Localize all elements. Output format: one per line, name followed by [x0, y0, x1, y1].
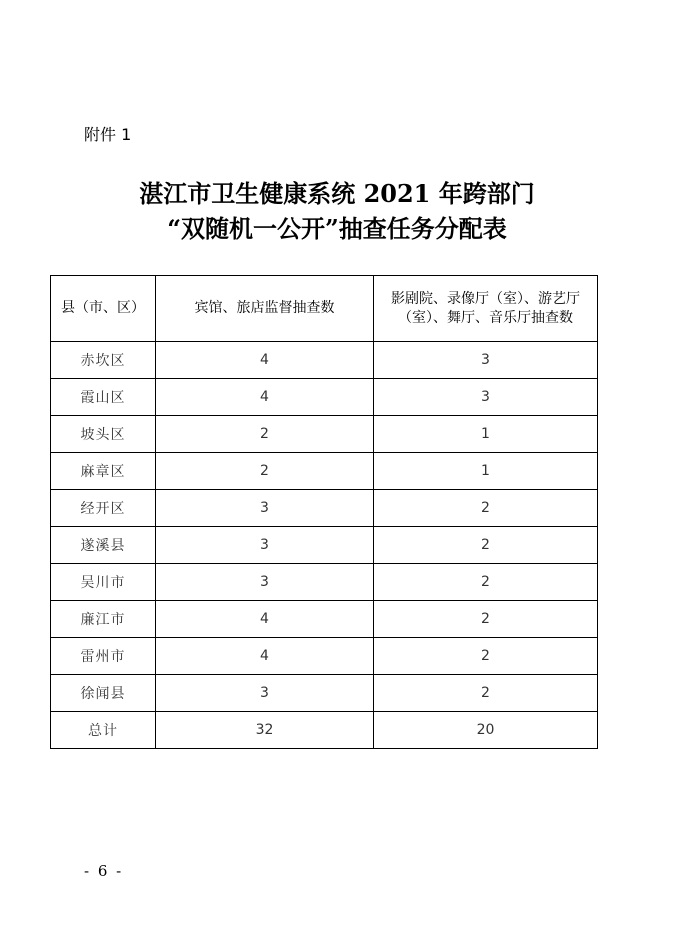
allocation-table: [50, 275, 598, 749]
county-cell: 吴川市: [51, 564, 156, 601]
table-row: [51, 675, 598, 712]
entertainment-count-cell: 2: [374, 638, 598, 675]
table-row: [51, 342, 598, 379]
table-row: [51, 416, 598, 453]
county-cell: 廉江市: [51, 601, 156, 638]
table-total-row: [51, 712, 598, 749]
table-row: [51, 490, 598, 527]
hotel-total-cell: 32: [156, 712, 374, 749]
hotel-count-cell: 4: [156, 601, 374, 638]
attachment-label: 附件 1: [84, 125, 132, 144]
entertainment-count-cell: 2: [374, 601, 598, 638]
hotel-count-cell: 4: [156, 638, 374, 675]
hotel-count-cell: 3: [156, 564, 374, 601]
entertainment-total-cell: 20: [374, 712, 598, 749]
county-cell: 雷州市: [51, 638, 156, 675]
county-cell: 遂溪县: [51, 527, 156, 564]
hotel-count-cell: 3: [156, 527, 374, 564]
county-cell: 经开区: [51, 490, 156, 527]
hotel-count-cell: 4: [156, 379, 374, 416]
county-cell: 坡头区: [51, 416, 156, 453]
header-entertainment-inspections: 影剧院、录像厅（室）、游艺厅（室）、舞厅、音乐厅抽查数: [374, 276, 598, 342]
table-row: [51, 601, 598, 638]
table-row: [51, 564, 598, 601]
entertainment-count-cell: 2: [374, 564, 598, 601]
entertainment-count-cell: 3: [374, 342, 598, 379]
entertainment-count-cell: 1: [374, 416, 598, 453]
table-row: [51, 638, 598, 675]
document-title-line-1: 湛江市卫生健康系统 2021 年跨部门: [139, 179, 535, 208]
table-row: [51, 453, 598, 490]
page-number: - 6 -: [84, 862, 124, 880]
header-hotel-inspections: 宾馆、旅店监督抽查数: [156, 276, 374, 342]
header-county: 县（市、区）: [51, 276, 156, 342]
table-header-row: [51, 276, 598, 342]
table-row: [51, 379, 598, 416]
county-cell: 麻章区: [51, 453, 156, 490]
hotel-count-cell: 2: [156, 416, 374, 453]
entertainment-count-cell: 3: [374, 379, 598, 416]
hotel-count-cell: 4: [156, 342, 374, 379]
entertainment-count-cell: 2: [374, 490, 598, 527]
entertainment-count-cell: 1: [374, 453, 598, 490]
hotel-count-cell: 3: [156, 490, 374, 527]
county-cell: 赤坎区: [51, 342, 156, 379]
document-title-line-2: “双随机一公开”抽查任务分配表: [167, 214, 507, 243]
county-cell: 霞山区: [51, 379, 156, 416]
hotel-count-cell: 3: [156, 675, 374, 712]
hotel-count-cell: 2: [156, 453, 374, 490]
entertainment-count-cell: 2: [374, 527, 598, 564]
entertainment-count-cell: 2: [374, 675, 598, 712]
county-cell: 徐闻县: [51, 675, 156, 712]
total-label-cell: 总计: [51, 712, 156, 749]
table-row: [51, 527, 598, 564]
